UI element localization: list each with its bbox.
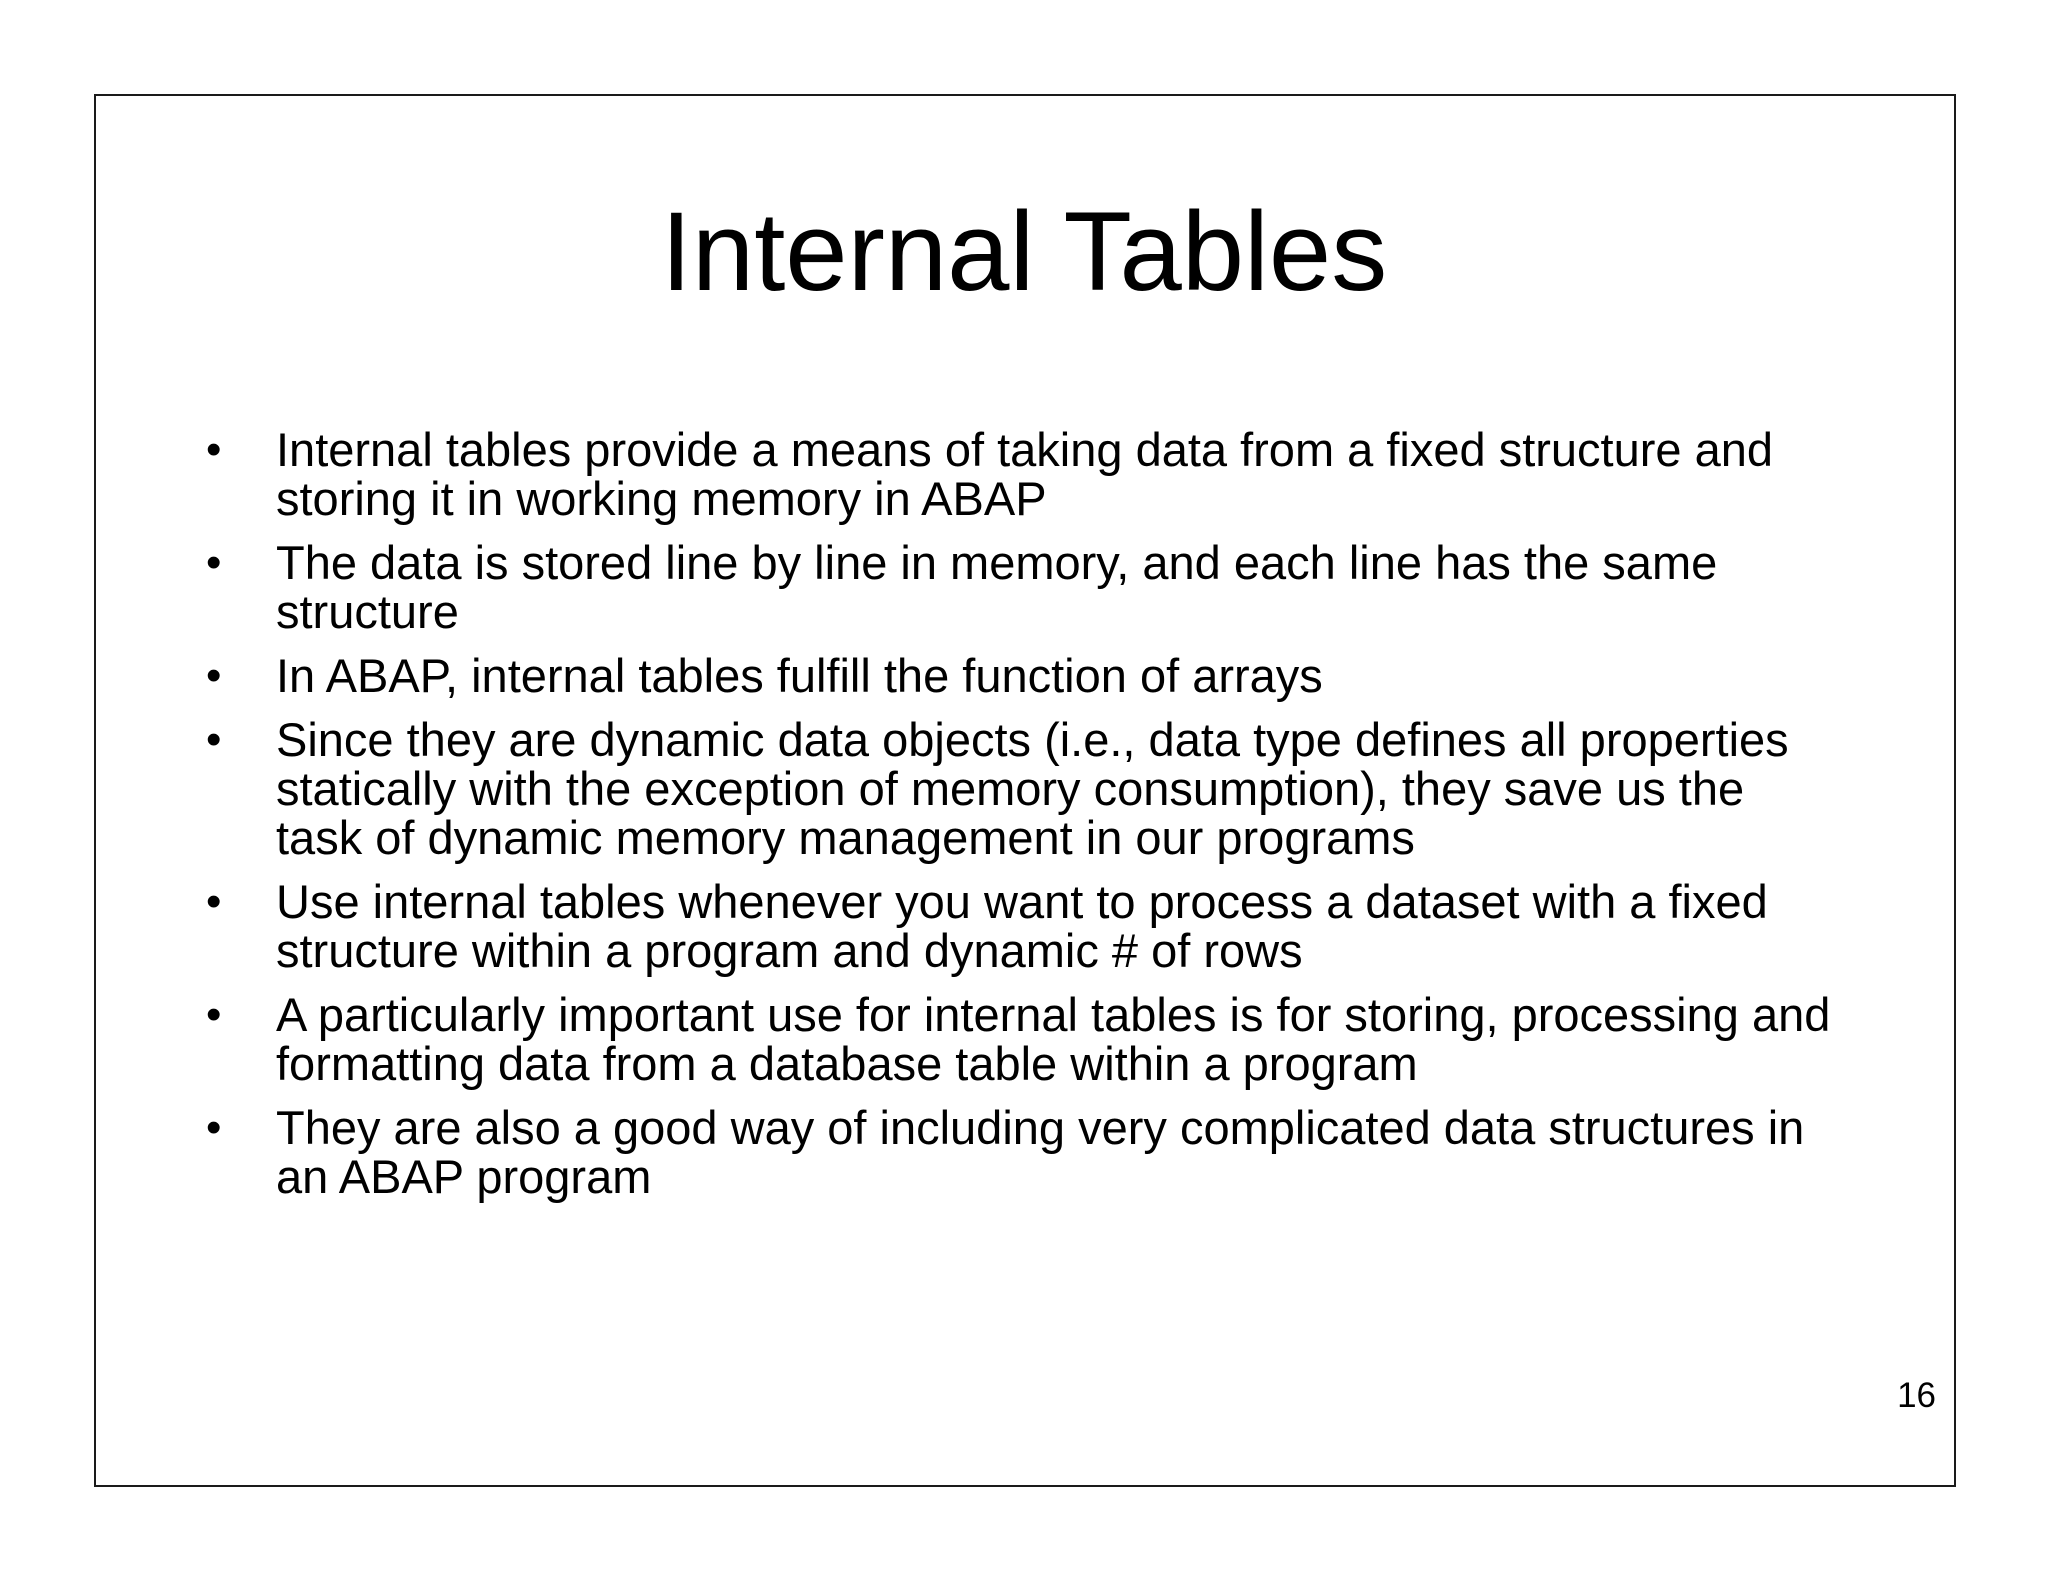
list-item — [206, 1101, 1836, 1203]
bullet-text: Use internal tables whenever you want to process a dataset with a fixed structure within a program and dynamic # of rows — [276, 875, 1768, 977]
list-item — [206, 536, 1836, 638]
bullet-icon: • — [206, 651, 222, 700]
slide-title: Internal Tables — [660, 189, 1388, 314]
bullet-icon: • — [206, 425, 222, 474]
bullet-text: In ABAP, internal tables fulfill the function of arrays — [276, 649, 1323, 702]
bullet-list — [206, 423, 1836, 1216]
bullet-text: Since they are dynamic data objects (i.e., data type defines all properties statically with the exception of memory consumption), they save us the task of dynamic memory management in our programs — [276, 713, 1789, 864]
bullet-icon: • — [206, 715, 222, 764]
list-item — [206, 423, 1836, 525]
bullet-text: Internal tables provide a means of taking data from a fixed structure and storing it in working memory in ABAP — [276, 423, 1774, 525]
list-item — [206, 988, 1836, 1090]
list-item — [206, 713, 1836, 864]
list-item — [206, 649, 1836, 702]
bullet-icon: • — [206, 877, 222, 926]
bullet-text: They are also a good way of including very complicated data structures in an ABAP program — [276, 1101, 1805, 1203]
bullet-icon: • — [206, 1103, 222, 1152]
bullet-text: The data is stored line by line in memory, and each line has the same structure — [276, 536, 1718, 638]
bullet-icon: • — [206, 538, 222, 587]
bullet-text: A particularly important use for internal tables is for storing, processing and formatting data from a database table within a program — [276, 988, 1831, 1090]
list-item — [206, 875, 1836, 977]
page-number: 16 — [1897, 1376, 1936, 1415]
bullet-icon: • — [206, 990, 222, 1039]
